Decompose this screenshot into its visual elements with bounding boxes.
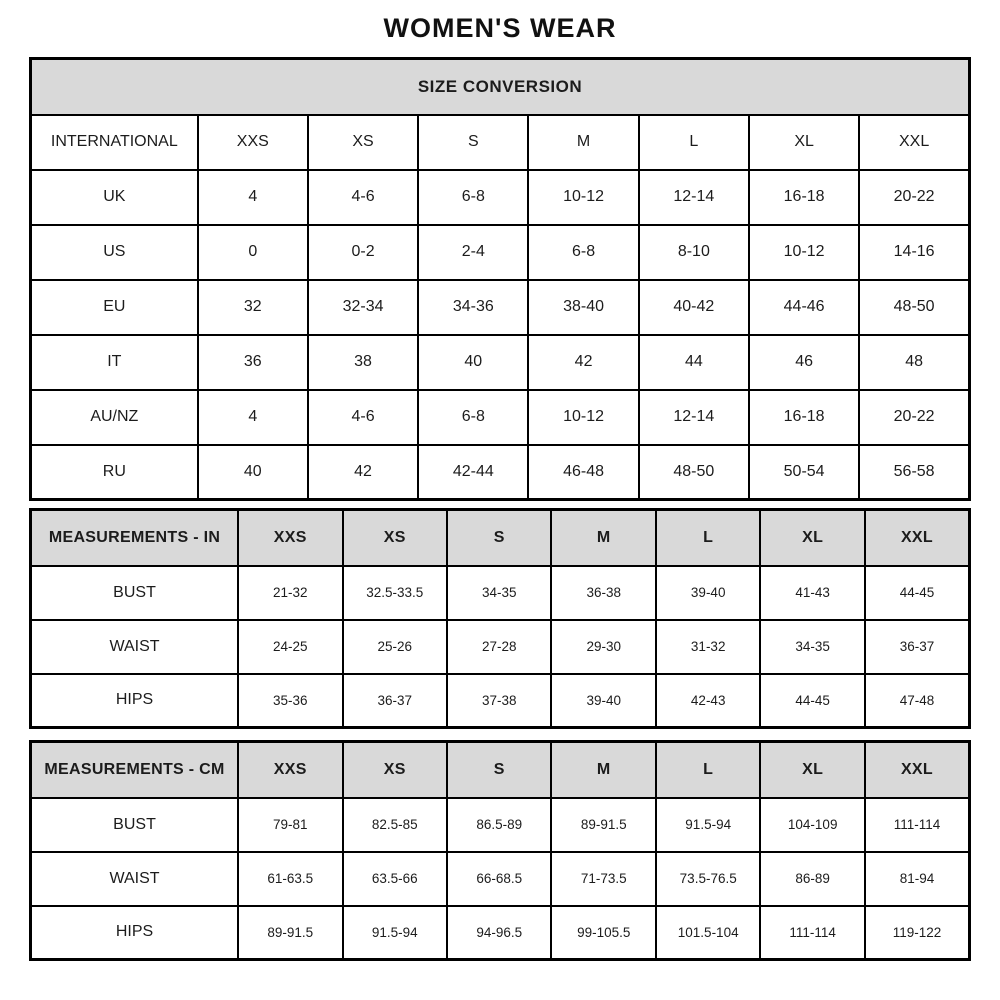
value-cell: 25-26 [343, 620, 447, 674]
value-cell: 41-43 [760, 566, 864, 620]
value-cell: 10-12 [528, 390, 638, 445]
row-label-cell: INTERNATIONAL [31, 115, 198, 170]
row-label-cell: IT [31, 335, 198, 390]
value-cell: 104-109 [760, 798, 864, 852]
value-cell: 119-122 [865, 906, 970, 960]
value-cell: 29-30 [551, 620, 655, 674]
size-header-cell: XXL [859, 115, 969, 170]
row-label-cell: WAIST [31, 620, 239, 674]
value-cell: 31-32 [656, 620, 760, 674]
table-row [31, 445, 970, 500]
size-header-cell: XS [308, 115, 418, 170]
value-cell: 16-18 [749, 170, 859, 225]
value-cell: 63.5-66 [343, 852, 447, 906]
value-cell: 99-105.5 [551, 906, 655, 960]
size-conversion-table [29, 57, 971, 501]
value-cell: 48-50 [639, 445, 749, 500]
value-cell: 44-45 [865, 566, 970, 620]
value-cell: 27-28 [447, 620, 551, 674]
size-header-cell: XS [343, 510, 447, 566]
value-cell: 34-36 [418, 280, 528, 335]
value-cell: 0 [198, 225, 308, 280]
size-header-cell: L [656, 742, 760, 798]
value-cell: 36-38 [551, 566, 655, 620]
table-row [31, 225, 970, 280]
table-row [31, 170, 970, 225]
value-cell: 91.5-94 [343, 906, 447, 960]
value-cell: 44-46 [749, 280, 859, 335]
value-cell: 6-8 [528, 225, 638, 280]
value-cell: 35-36 [238, 674, 342, 728]
value-cell: 38-40 [528, 280, 638, 335]
value-cell: 16-18 [749, 390, 859, 445]
value-cell: 14-16 [859, 225, 969, 280]
value-cell: 46 [749, 335, 859, 390]
value-cell: 73.5-76.5 [656, 852, 760, 906]
value-cell: 40 [198, 445, 308, 500]
size-header-cell: XL [760, 742, 864, 798]
value-cell: 42 [308, 445, 418, 500]
page-title: WOMEN'S WEAR [383, 13, 617, 43]
row-label-cell: RU [31, 445, 198, 500]
value-cell: 44-45 [760, 674, 864, 728]
value-cell: 47-48 [865, 674, 970, 728]
table-row [31, 335, 970, 390]
size-header-cell: XXL [865, 742, 970, 798]
value-cell: 89-91.5 [238, 906, 342, 960]
row-label-cell: EU [31, 280, 198, 335]
size-header-cell: XL [760, 510, 864, 566]
value-cell: 4 [198, 170, 308, 225]
value-cell: 12-14 [639, 390, 749, 445]
value-cell: 66-68.5 [447, 852, 551, 906]
size-header-cell: L [639, 115, 749, 170]
value-cell: 10-12 [749, 225, 859, 280]
value-cell: 20-22 [859, 390, 969, 445]
size-header-cell: S [447, 510, 551, 566]
row-label-cell: UK [31, 170, 198, 225]
value-cell: 34-35 [760, 620, 864, 674]
size-header-cell: XXS [198, 115, 308, 170]
value-cell: 42 [528, 335, 638, 390]
size-header-cell: XL [749, 115, 859, 170]
value-cell: 48-50 [859, 280, 969, 335]
table-header-row [31, 742, 970, 798]
value-cell: 38 [308, 335, 418, 390]
size-header-cell: XXS [238, 742, 342, 798]
value-cell: 2-4 [418, 225, 528, 280]
table-row [31, 798, 970, 852]
value-cell: 56-58 [859, 445, 969, 500]
measurements-cm-table [29, 740, 971, 961]
table-title-cell: SIZE CONVERSION [31, 59, 970, 115]
value-cell: 46-48 [528, 445, 638, 500]
value-cell: 21-32 [238, 566, 342, 620]
row-label-cell: HIPS [31, 674, 239, 728]
table-row [31, 280, 970, 335]
table-row [31, 390, 970, 445]
value-cell: 36 [198, 335, 308, 390]
value-cell: 42-43 [656, 674, 760, 728]
size-header-cell: XXL [865, 510, 970, 566]
table-title-cell: MEASUREMENTS - IN [31, 510, 239, 566]
value-cell: 86-89 [760, 852, 864, 906]
size-header-cell: S [418, 115, 528, 170]
value-cell: 82.5-85 [343, 798, 447, 852]
row-label-cell: AU/NZ [31, 390, 198, 445]
row-label-cell: BUST [31, 798, 239, 852]
size-header-cell: M [551, 510, 655, 566]
row-label-cell: US [31, 225, 198, 280]
value-cell: 111-114 [760, 906, 864, 960]
value-cell: 39-40 [656, 566, 760, 620]
value-cell: 20-22 [859, 170, 969, 225]
value-cell: 37-38 [447, 674, 551, 728]
value-cell: 32.5-33.5 [343, 566, 447, 620]
value-cell: 40 [418, 335, 528, 390]
value-cell: 61-63.5 [238, 852, 342, 906]
value-cell: 4 [198, 390, 308, 445]
value-cell: 32-34 [308, 280, 418, 335]
value-cell: 34-35 [447, 566, 551, 620]
size-header-cell: S [447, 742, 551, 798]
row-label-cell: BUST [31, 566, 239, 620]
value-cell: 86.5-89 [447, 798, 551, 852]
value-cell: 48 [859, 335, 969, 390]
measurements-in-table [29, 508, 971, 729]
table-row [31, 674, 970, 728]
size-header-cell: M [551, 742, 655, 798]
value-cell: 39-40 [551, 674, 655, 728]
value-cell: 6-8 [418, 170, 528, 225]
value-cell: 42-44 [418, 445, 528, 500]
table-row [31, 115, 970, 170]
table-row [31, 906, 970, 960]
table-row [31, 852, 970, 906]
size-header-cell: L [656, 510, 760, 566]
table-title-cell: MEASUREMENTS - CM [31, 742, 239, 798]
value-cell: 4-6 [308, 390, 418, 445]
value-cell: 44 [639, 335, 749, 390]
value-cell: 40-42 [639, 280, 749, 335]
table-header-row [31, 510, 970, 566]
value-cell: 8-10 [639, 225, 749, 280]
value-cell: 79-81 [238, 798, 342, 852]
value-cell: 6-8 [418, 390, 528, 445]
size-header-cell: M [528, 115, 638, 170]
value-cell: 4-6 [308, 170, 418, 225]
row-label-cell: HIPS [31, 906, 239, 960]
value-cell: 50-54 [749, 445, 859, 500]
table-row [31, 620, 970, 674]
value-cell: 94-96.5 [447, 906, 551, 960]
value-cell: 81-94 [865, 852, 970, 906]
value-cell: 36-37 [343, 674, 447, 728]
value-cell: 89-91.5 [551, 798, 655, 852]
value-cell: 111-114 [865, 798, 970, 852]
size-header-cell: XS [343, 742, 447, 798]
value-cell: 71-73.5 [551, 852, 655, 906]
value-cell: 24-25 [238, 620, 342, 674]
row-label-cell: WAIST [31, 852, 239, 906]
value-cell: 91.5-94 [656, 798, 760, 852]
value-cell: 101.5-104 [656, 906, 760, 960]
value-cell: 0-2 [308, 225, 418, 280]
table-row [31, 566, 970, 620]
size-header-cell: XXS [238, 510, 342, 566]
value-cell: 32 [198, 280, 308, 335]
value-cell: 36-37 [865, 620, 970, 674]
value-cell: 12-14 [639, 170, 749, 225]
value-cell: 10-12 [528, 170, 638, 225]
